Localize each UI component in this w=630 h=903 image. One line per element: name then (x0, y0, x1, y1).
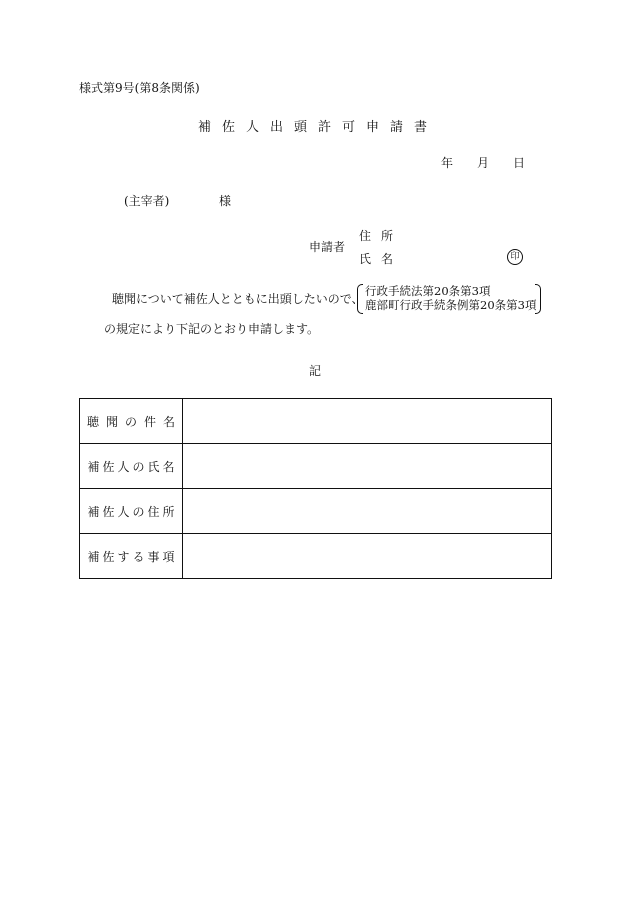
form-number: 様式第9号(第8条関係) (79, 81, 200, 95)
date-year-label: 年 (441, 156, 454, 170)
note-heading: 記 (308, 364, 321, 378)
date-month-label: 月 (477, 156, 490, 170)
page-title: 補佐人出頭許可申請書 (197, 120, 438, 135)
table-row (80, 444, 552, 489)
seal-icon: 印 (507, 249, 523, 265)
row-value-assisted-matters[interactable] (183, 534, 552, 579)
body-text-lead: 聴聞について補佐人とともに出頭したいので、 (112, 292, 364, 306)
bracket-left (357, 284, 363, 314)
date-day-label: 日 (513, 156, 526, 170)
details-table (79, 398, 552, 579)
bracket-right (535, 284, 541, 314)
law-reference-national: 行政手続法第20条第3項 (365, 284, 491, 298)
applicant-label: 申請者 (309, 240, 346, 254)
applicant-name-label: 氏名 (359, 252, 404, 266)
row-value-assistant-address[interactable] (183, 489, 552, 534)
row-value-assistant-name[interactable] (183, 444, 552, 489)
row-label-assisted-matters: 補佐する事項 (80, 534, 183, 579)
table-row (80, 489, 552, 534)
law-reference-local: 鹿部町行政手続条例第20条第3項 (365, 298, 537, 312)
body-text-tail: の規定により下記のとおり申請します。 (104, 322, 320, 336)
table-row (80, 534, 552, 579)
row-label-assistant-name: 補佐人の氏名 (80, 444, 183, 489)
row-label-hearing-subject: 聴聞の件名 (80, 399, 183, 444)
row-value-hearing-subject[interactable] (183, 399, 552, 444)
addressee-label: (主宰者) (124, 194, 170, 208)
addressee-honorific: 様 (219, 194, 232, 208)
applicant-address-label: 住所 (359, 229, 404, 243)
row-label-assistant-address: 補佐人の住所 (80, 489, 183, 534)
table-row (80, 399, 552, 444)
